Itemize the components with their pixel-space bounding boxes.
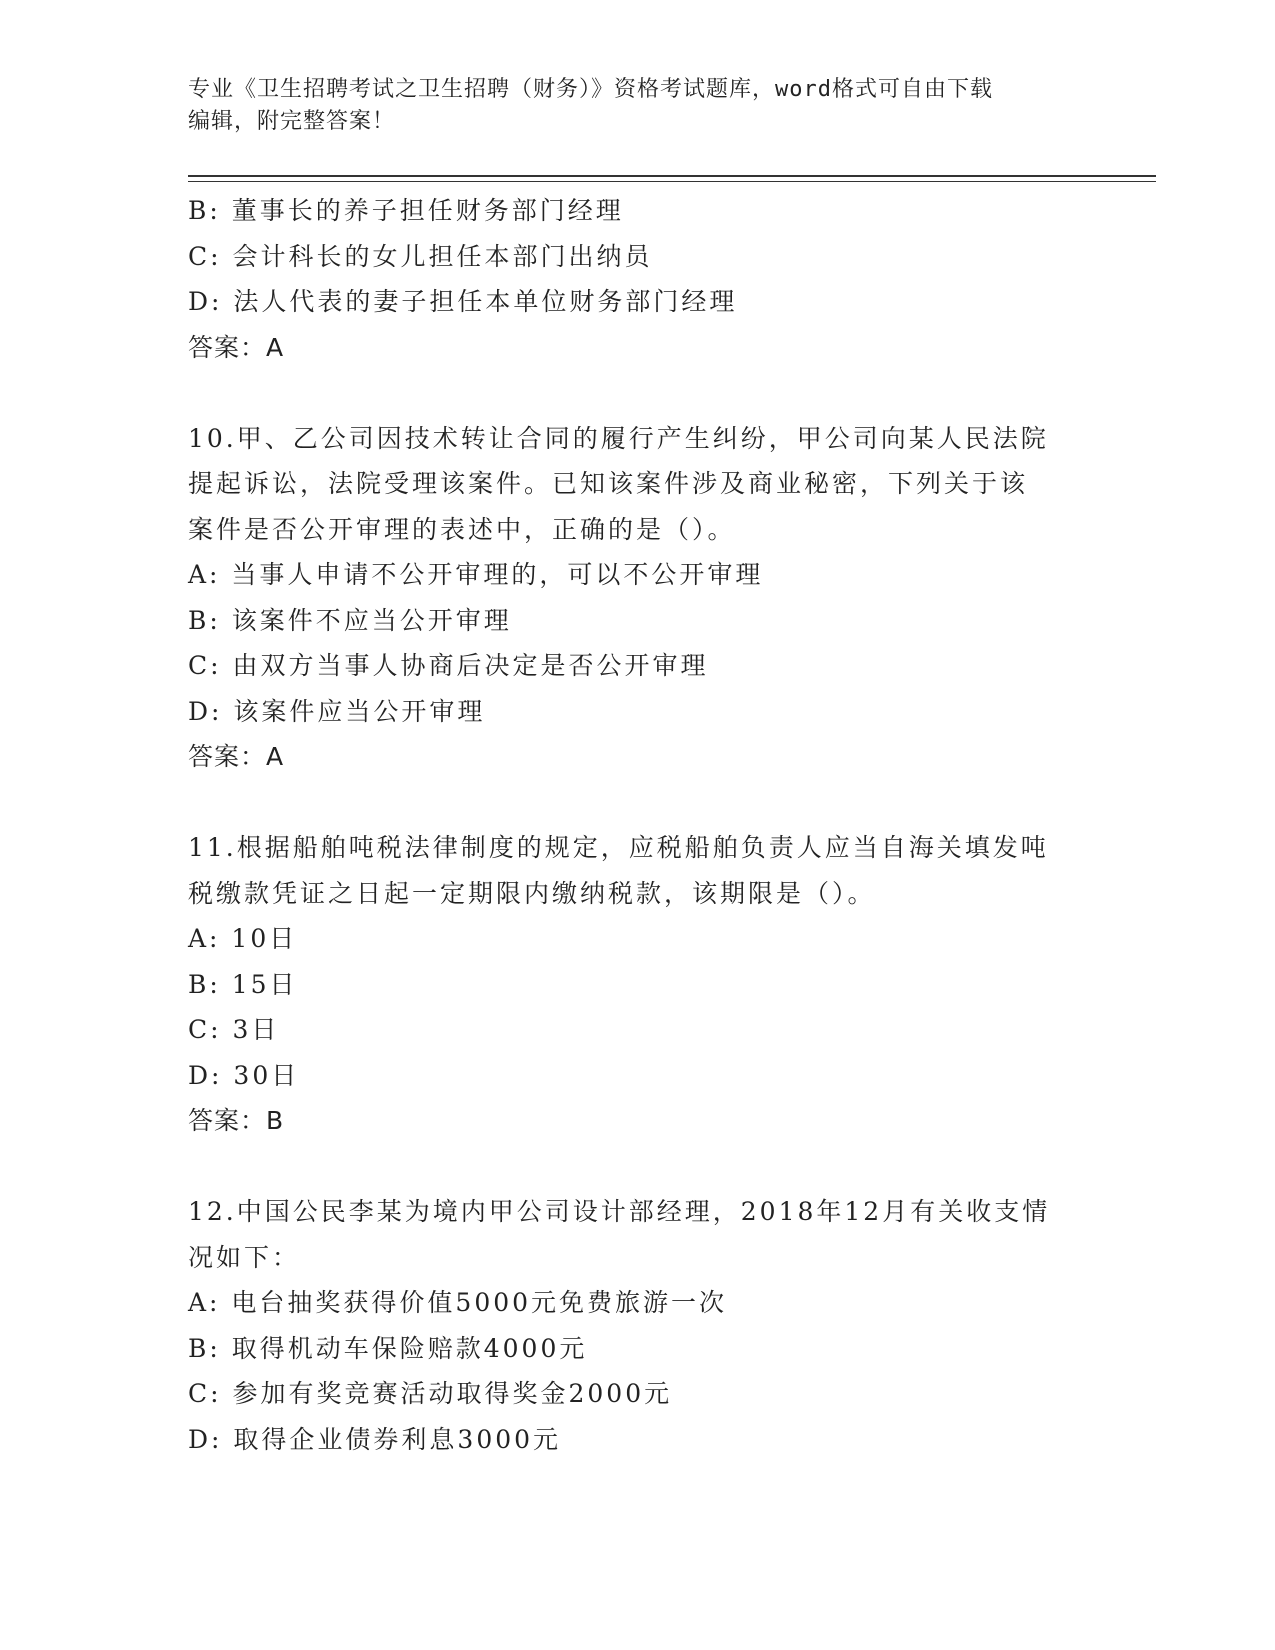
q11-answer: 答案：B	[188, 1106, 285, 1135]
q10-stem-line-1: 10.甲、乙公司因技术转让合同的履行产生纠纷，甲公司向某人民法院	[188, 423, 1049, 453]
q10-option-a: A: 当事人申请不公开审理的，可以不公开审理	[188, 560, 764, 589]
q9-option-b: B: 董事长的养子担任财务部门经理	[188, 196, 624, 225]
q12-option-b: B: 取得机动车保险赔款4000元	[188, 1333, 588, 1363]
q10-stem-line-3: 案件是否公开审理的表述中，正确的是（）。	[188, 514, 736, 544]
question-9	[188, 188, 1088, 370]
q12-stem-line-2: 况如下：	[188, 1242, 301, 1272]
q10-answer: 答案：A	[188, 742, 285, 771]
header-line-2: 编辑，附完整答案！	[188, 109, 396, 134]
spacer	[188, 1144, 1088, 1190]
q9-answer: 答案：A	[188, 332, 285, 362]
q10-option-b: B: 该案件不应当公开审理	[188, 605, 512, 635]
q12-option-d: D: 取得企业债券利息3000元	[188, 1424, 562, 1454]
spacer	[188, 370, 1088, 416]
q9-option-c: C: 会计科长的女儿担任本部门出纳员	[188, 241, 653, 271]
q11-stem-line-1: 11.根据船舶吨税法律制度的规定，应税船舶负责人应当自海关填发吨	[188, 833, 1049, 862]
header-divider-thick	[188, 175, 1156, 177]
question-11	[188, 825, 1088, 1144]
q12-option-c: C: 参加有奖竞赛活动取得奖金2000元	[188, 1379, 673, 1408]
question-list	[188, 188, 1088, 1462]
q10-option-c: C: 由双方当事人协商后决定是否公开审理	[188, 651, 709, 680]
q11-option-a: A: 10日	[188, 924, 298, 953]
q12-option-a: A: 电台抽奖获得价值5000元免费旅游一次	[188, 1288, 728, 1317]
q11-stem-line-2: 税缴款凭证之日起一定期限内缴纳税款，该期限是（）。	[188, 878, 876, 908]
q9-option-d: D: 法人代表的妻子担任本单位财务部门经理	[188, 287, 738, 316]
document-header	[188, 74, 1088, 138]
q12-stem-line-1: 12.中国公民李某为境内甲公司设计部经理，2018年12月有关收支情	[188, 1197, 1051, 1226]
q11-option-c: C: 3日	[188, 1015, 280, 1044]
header-divider-thin	[188, 181, 1156, 182]
q10-option-d: D: 该案件应当公开审理	[188, 696, 486, 726]
header-line-1: 专业《卫生招聘考试之卫生招聘（财务）》资格考试题库，word格式可自由下载	[188, 77, 993, 102]
q10-stem-line-2: 提起诉讼，法院受理该案件。已知该案件涉及商业秘密，下列关于该	[188, 469, 1029, 498]
q11-option-d: D: 30日	[188, 1060, 300, 1090]
spacer	[188, 780, 1088, 826]
question-10	[188, 416, 1088, 780]
question-12	[188, 1189, 1088, 1462]
q11-option-b: B: 15日	[188, 969, 298, 999]
